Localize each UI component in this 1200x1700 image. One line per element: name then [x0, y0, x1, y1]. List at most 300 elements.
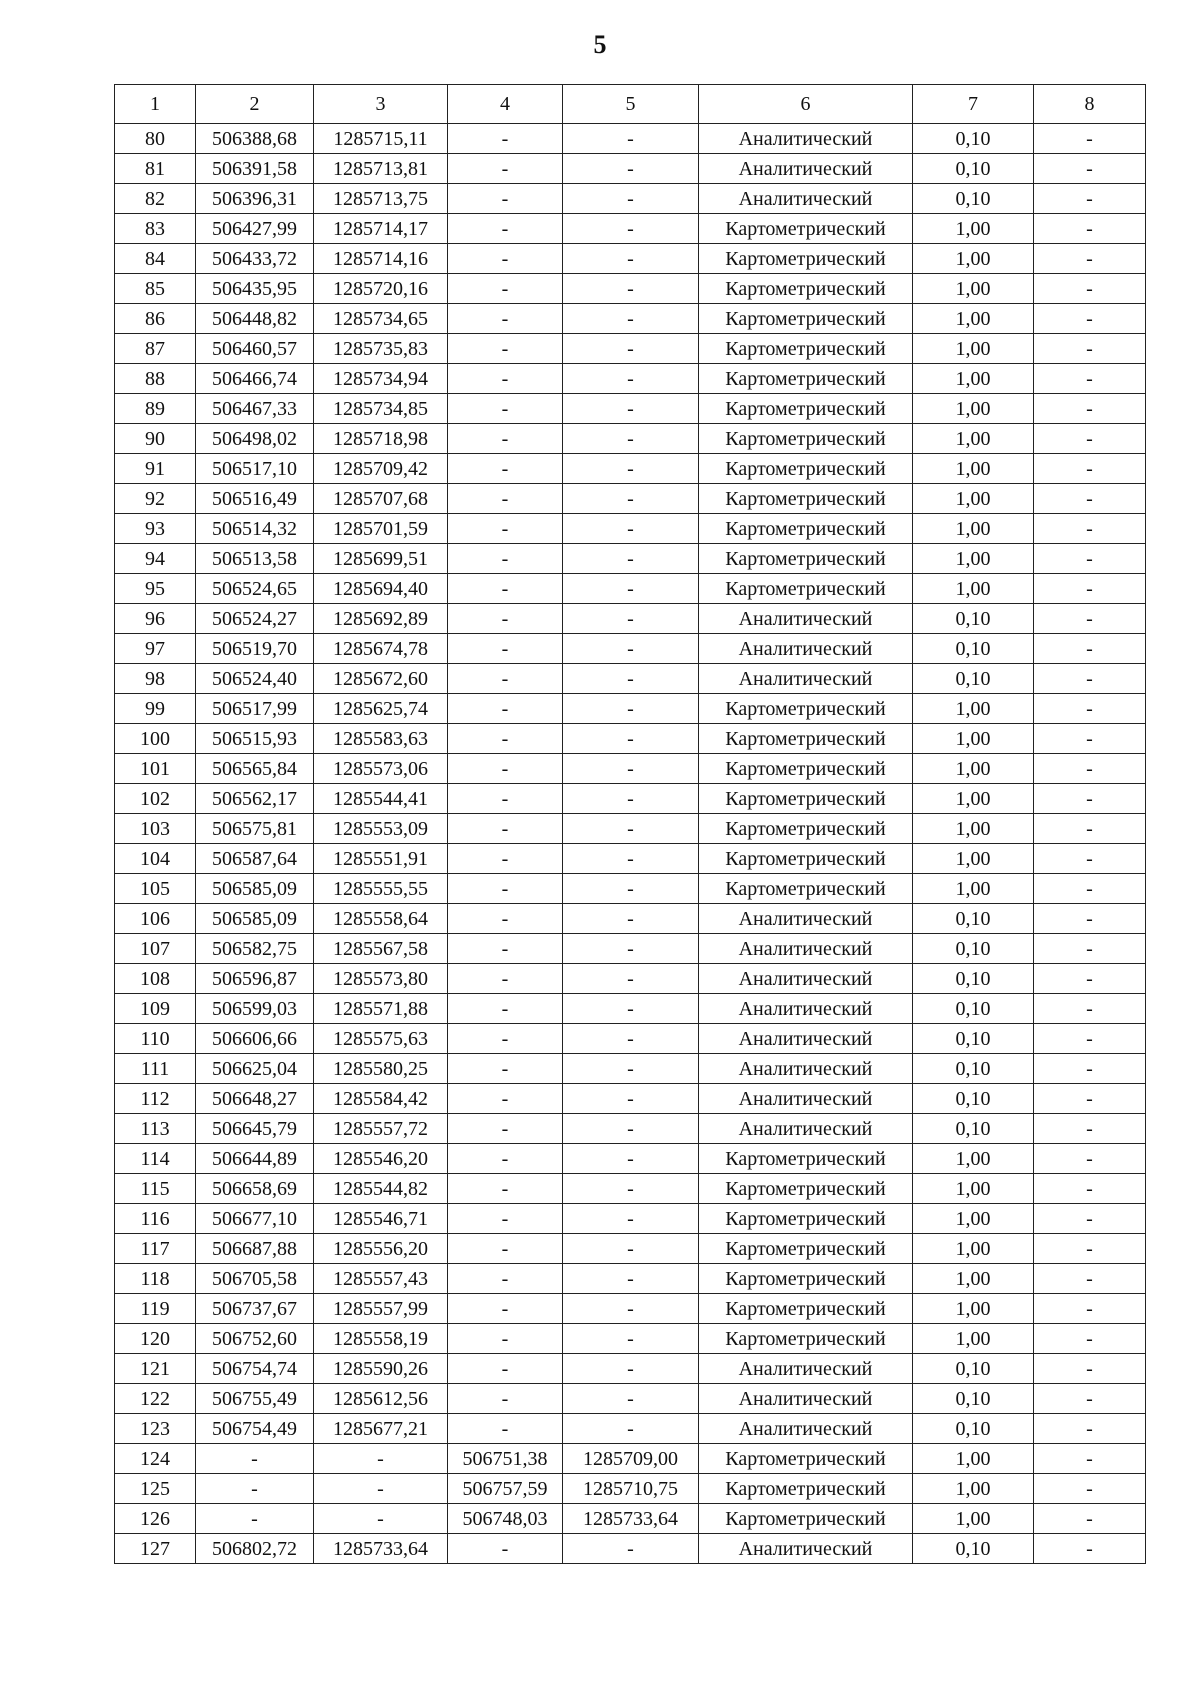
method-cell: Аналитический: [699, 1024, 913, 1054]
y-coordinate-alt-cell: -: [563, 814, 699, 844]
x-coordinate-cell: 506562,17: [196, 784, 314, 814]
x-coordinate-cell: 506648,27: [196, 1084, 314, 1114]
point-number-cell: 81: [115, 154, 196, 184]
x-coordinate-alt-cell: -: [448, 844, 563, 874]
y-coordinate-cell: 1285553,09: [314, 814, 448, 844]
note-cell: -: [1034, 244, 1146, 274]
method-cell: Аналитический: [699, 664, 913, 694]
note-cell: -: [1034, 994, 1146, 1024]
y-coordinate-alt-cell: -: [563, 1084, 699, 1114]
note-cell: -: [1034, 724, 1146, 754]
method-cell: Картометрический: [699, 1234, 913, 1264]
point-number-cell: 83: [115, 214, 196, 244]
x-coordinate-cell: 506433,72: [196, 244, 314, 274]
method-cell: Картометрический: [699, 874, 913, 904]
y-coordinate-alt-cell: -: [563, 634, 699, 664]
table-row: [115, 214, 1146, 244]
x-coordinate-alt-cell: -: [448, 304, 563, 334]
x-coordinate-cell: 506517,99: [196, 694, 314, 724]
note-cell: -: [1034, 454, 1146, 484]
table-row: [115, 1024, 1146, 1054]
method-cell: Картометрический: [699, 424, 913, 454]
point-number-cell: 95: [115, 574, 196, 604]
method-cell: Картометрический: [699, 544, 913, 574]
table-row: [115, 694, 1146, 724]
point-number-cell: 109: [115, 994, 196, 1024]
x-coordinate-cell: 506582,75: [196, 934, 314, 964]
y-coordinate-cell: 1285544,82: [314, 1174, 448, 1204]
y-coordinate-alt-cell: -: [563, 1204, 699, 1234]
note-cell: -: [1034, 1534, 1146, 1564]
point-number-cell: 80: [115, 124, 196, 154]
x-coordinate-alt-cell: -: [448, 874, 563, 904]
table-row: [115, 124, 1146, 154]
accuracy-cell: 0,10: [913, 1384, 1034, 1414]
table-row: [115, 844, 1146, 874]
point-number-cell: 89: [115, 394, 196, 424]
method-cell: Аналитический: [699, 1534, 913, 1564]
x-coordinate-cell: 506565,84: [196, 754, 314, 784]
y-coordinate-cell: 1285674,78: [314, 634, 448, 664]
y-coordinate-alt-cell: -: [563, 274, 699, 304]
accuracy-cell: 0,10: [913, 634, 1034, 664]
accuracy-cell: 1,00: [913, 274, 1034, 304]
y-coordinate-alt-cell: 1285710,75: [563, 1474, 699, 1504]
point-number-cell: 92: [115, 484, 196, 514]
x-coordinate-alt-cell: -: [448, 1354, 563, 1384]
note-cell: -: [1034, 1504, 1146, 1534]
x-coordinate-alt-cell: -: [448, 1294, 563, 1324]
x-coordinate-cell: 506658,69: [196, 1174, 314, 1204]
y-coordinate-cell: 1285557,43: [314, 1264, 448, 1294]
x-coordinate-alt-cell: 506757,59: [448, 1474, 563, 1504]
accuracy-cell: 1,00: [913, 1234, 1034, 1264]
point-number-cell: 113: [115, 1114, 196, 1144]
method-cell: Картометрический: [699, 394, 913, 424]
x-coordinate-cell: 506435,95: [196, 274, 314, 304]
x-coordinate-cell: 506599,03: [196, 994, 314, 1024]
accuracy-cell: 0,10: [913, 184, 1034, 214]
point-number-cell: 112: [115, 1084, 196, 1114]
accuracy-cell: 0,10: [913, 124, 1034, 154]
y-coordinate-cell: 1285714,16: [314, 244, 448, 274]
x-coordinate-alt-cell: -: [448, 784, 563, 814]
x-coordinate-cell: 506524,27: [196, 604, 314, 634]
method-cell: Аналитический: [699, 1414, 913, 1444]
x-coordinate-alt-cell: -: [448, 514, 563, 544]
point-number-cell: 100: [115, 724, 196, 754]
note-cell: -: [1034, 1294, 1146, 1324]
x-coordinate-alt-cell: -: [448, 664, 563, 694]
x-coordinate-cell: 506754,74: [196, 1354, 314, 1384]
x-coordinate-alt-cell: -: [448, 1264, 563, 1294]
accuracy-cell: 1,00: [913, 694, 1034, 724]
y-coordinate-cell: 1285558,64: [314, 904, 448, 934]
accuracy-cell: 1,00: [913, 754, 1034, 784]
note-cell: -: [1034, 814, 1146, 844]
x-coordinate-cell: 506587,64: [196, 844, 314, 874]
table-row: [115, 1324, 1146, 1354]
x-coordinate-cell: 506705,58: [196, 1264, 314, 1294]
y-coordinate-cell: 1285557,99: [314, 1294, 448, 1324]
note-cell: -: [1034, 664, 1146, 694]
y-coordinate-cell: 1285583,63: [314, 724, 448, 754]
accuracy-cell: 0,10: [913, 934, 1034, 964]
x-coordinate-alt-cell: -: [448, 1144, 563, 1174]
point-number-cell: 97: [115, 634, 196, 664]
point-number-cell: 120: [115, 1324, 196, 1354]
table-row: [115, 1234, 1146, 1264]
note-cell: -: [1034, 604, 1146, 634]
note-cell: -: [1034, 574, 1146, 604]
table-row: [115, 1114, 1146, 1144]
accuracy-cell: 0,10: [913, 1534, 1034, 1564]
y-coordinate-cell: 1285707,68: [314, 484, 448, 514]
x-coordinate-cell: -: [196, 1504, 314, 1534]
x-coordinate-cell: 506645,79: [196, 1114, 314, 1144]
table-row: [115, 1054, 1146, 1084]
table-row: [115, 1474, 1146, 1504]
y-coordinate-alt-cell: -: [563, 604, 699, 634]
y-coordinate-cell: 1285720,16: [314, 274, 448, 304]
coordinates-table: [114, 84, 1146, 1564]
note-cell: -: [1034, 364, 1146, 394]
accuracy-cell: 0,10: [913, 1114, 1034, 1144]
accuracy-cell: 1,00: [913, 1324, 1034, 1354]
y-coordinate-alt-cell: -: [563, 214, 699, 244]
table-row: [115, 484, 1146, 514]
table-row: [115, 604, 1146, 634]
note-cell: -: [1034, 934, 1146, 964]
accuracy-cell: 1,00: [913, 1474, 1034, 1504]
table-row: [115, 754, 1146, 784]
x-coordinate-alt-cell: -: [448, 964, 563, 994]
method-cell: Картометрический: [699, 694, 913, 724]
y-coordinate-alt-cell: 1285709,00: [563, 1444, 699, 1474]
y-coordinate-alt-cell: -: [563, 304, 699, 334]
x-coordinate-alt-cell: 506748,03: [448, 1504, 563, 1534]
method-cell: Картометрический: [699, 514, 913, 544]
table-row: [115, 1144, 1146, 1174]
y-coordinate-alt-cell: -: [563, 394, 699, 424]
y-coordinate-alt-cell: -: [563, 754, 699, 784]
x-coordinate-cell: 506515,93: [196, 724, 314, 754]
x-coordinate-cell: 506516,49: [196, 484, 314, 514]
y-coordinate-cell: 1285584,42: [314, 1084, 448, 1114]
method-cell: Картометрический: [699, 844, 913, 874]
x-coordinate-cell: 506391,58: [196, 154, 314, 184]
method-cell: Аналитический: [699, 904, 913, 934]
table-row: [115, 904, 1146, 934]
x-coordinate-cell: 506427,99: [196, 214, 314, 244]
y-coordinate-cell: 1285557,72: [314, 1114, 448, 1144]
table-row: [115, 1384, 1146, 1414]
table-row: [115, 1264, 1146, 1294]
y-coordinate-cell: 1285573,80: [314, 964, 448, 994]
method-cell: Аналитический: [699, 154, 913, 184]
method-cell: Картометрический: [699, 484, 913, 514]
method-cell: Аналитический: [699, 184, 913, 214]
header-cell-col-6: 6: [699, 85, 913, 124]
accuracy-cell: 1,00: [913, 424, 1034, 454]
x-coordinate-alt-cell: -: [448, 1084, 563, 1114]
y-coordinate-alt-cell: -: [563, 244, 699, 274]
method-cell: Аналитический: [699, 1084, 913, 1114]
table-row: [115, 1294, 1146, 1324]
note-cell: -: [1034, 1174, 1146, 1204]
x-coordinate-cell: 506448,82: [196, 304, 314, 334]
point-number-cell: 116: [115, 1204, 196, 1234]
x-coordinate-alt-cell: -: [448, 724, 563, 754]
point-number-cell: 124: [115, 1444, 196, 1474]
y-coordinate-alt-cell: -: [563, 964, 699, 994]
method-cell: Аналитический: [699, 1114, 913, 1144]
accuracy-cell: 0,10: [913, 1414, 1034, 1444]
x-coordinate-cell: 506737,67: [196, 1294, 314, 1324]
y-coordinate-alt-cell: -: [563, 544, 699, 574]
y-coordinate-cell: 1285544,41: [314, 784, 448, 814]
x-coordinate-cell: 506517,10: [196, 454, 314, 484]
method-cell: Картометрический: [699, 214, 913, 244]
x-coordinate-alt-cell: -: [448, 334, 563, 364]
note-cell: -: [1034, 844, 1146, 874]
x-coordinate-cell: 506519,70: [196, 634, 314, 664]
point-number-cell: 93: [115, 514, 196, 544]
method-cell: Картометрический: [699, 1204, 913, 1234]
point-number-cell: 117: [115, 1234, 196, 1264]
y-coordinate-alt-cell: -: [563, 934, 699, 964]
x-coordinate-alt-cell: -: [448, 604, 563, 634]
x-coordinate-cell: 506575,81: [196, 814, 314, 844]
table-row: [115, 1444, 1146, 1474]
point-number-cell: 91: [115, 454, 196, 484]
accuracy-cell: 0,10: [913, 1084, 1034, 1114]
point-number-cell: 119: [115, 1294, 196, 1324]
y-coordinate-alt-cell: -: [563, 1384, 699, 1414]
x-coordinate-alt-cell: -: [448, 1114, 563, 1144]
x-coordinate-cell: 506644,89: [196, 1144, 314, 1174]
note-cell: -: [1034, 634, 1146, 664]
x-coordinate-alt-cell: -: [448, 1414, 563, 1444]
accuracy-cell: 1,00: [913, 304, 1034, 334]
y-coordinate-alt-cell: -: [563, 1414, 699, 1444]
y-coordinate-alt-cell: 1285733,64: [563, 1504, 699, 1534]
y-coordinate-cell: 1285551,91: [314, 844, 448, 874]
accuracy-cell: 1,00: [913, 244, 1034, 274]
accuracy-cell: 1,00: [913, 364, 1034, 394]
x-coordinate-cell: 506513,58: [196, 544, 314, 574]
table-row: [115, 1504, 1146, 1534]
y-coordinate-cell: 1285672,60: [314, 664, 448, 694]
x-coordinate-alt-cell: -: [448, 694, 563, 724]
table-row: [115, 394, 1146, 424]
method-cell: Картометрический: [699, 574, 913, 604]
y-coordinate-alt-cell: -: [563, 1324, 699, 1354]
y-coordinate-alt-cell: -: [563, 1114, 699, 1144]
table-row: [115, 634, 1146, 664]
y-coordinate-cell: 1285546,20: [314, 1144, 448, 1174]
table-body: [115, 124, 1146, 1564]
table-row: [115, 574, 1146, 604]
y-coordinate-cell: 1285567,58: [314, 934, 448, 964]
table-row: [115, 964, 1146, 994]
x-coordinate-cell: 506606,66: [196, 1024, 314, 1054]
method-cell: Картометрический: [699, 1324, 913, 1354]
header-cell-col-2: 2: [196, 85, 314, 124]
x-coordinate-alt-cell: -: [448, 364, 563, 394]
table-row: [115, 454, 1146, 484]
y-coordinate-alt-cell: -: [563, 1144, 699, 1174]
table-row: [115, 1414, 1146, 1444]
table-row: [115, 1174, 1146, 1204]
x-coordinate-alt-cell: -: [448, 1384, 563, 1414]
point-number-cell: 111: [115, 1054, 196, 1084]
point-number-cell: 105: [115, 874, 196, 904]
point-number-cell: 106: [115, 904, 196, 934]
point-number-cell: 98: [115, 664, 196, 694]
x-coordinate-alt-cell: -: [448, 274, 563, 304]
y-coordinate-alt-cell: -: [563, 874, 699, 904]
accuracy-cell: 1,00: [913, 514, 1034, 544]
x-coordinate-alt-cell: -: [448, 574, 563, 604]
x-coordinate-alt-cell: -: [448, 184, 563, 214]
method-cell: Картометрический: [699, 754, 913, 784]
x-coordinate-cell: 506466,74: [196, 364, 314, 394]
note-cell: -: [1034, 1264, 1146, 1294]
x-coordinate-cell: 506596,87: [196, 964, 314, 994]
y-coordinate-cell: 1285715,11: [314, 124, 448, 154]
y-coordinate-cell: 1285699,51: [314, 544, 448, 574]
x-coordinate-cell: 506498,02: [196, 424, 314, 454]
x-coordinate-alt-cell: -: [448, 544, 563, 574]
note-cell: -: [1034, 1444, 1146, 1474]
note-cell: -: [1034, 1114, 1146, 1144]
method-cell: Картометрический: [699, 274, 913, 304]
point-number-cell: 114: [115, 1144, 196, 1174]
accuracy-cell: 1,00: [913, 544, 1034, 574]
accuracy-cell: 1,00: [913, 1264, 1034, 1294]
table-row: [115, 784, 1146, 814]
y-coordinate-cell: 1285573,06: [314, 754, 448, 784]
note-cell: -: [1034, 304, 1146, 334]
accuracy-cell: 1,00: [913, 454, 1034, 484]
y-coordinate-alt-cell: -: [563, 1354, 699, 1384]
accuracy-cell: 1,00: [913, 1174, 1034, 1204]
accuracy-cell: 0,10: [913, 1054, 1034, 1084]
y-coordinate-alt-cell: -: [563, 454, 699, 484]
method-cell: Картометрический: [699, 724, 913, 754]
page-number: 5: [593, 30, 607, 59]
y-coordinate-alt-cell: -: [563, 724, 699, 754]
note-cell: -: [1034, 334, 1146, 364]
accuracy-cell: 0,10: [913, 1354, 1034, 1384]
x-coordinate-cell: 506585,09: [196, 874, 314, 904]
method-cell: Картометрический: [699, 304, 913, 334]
x-coordinate-alt-cell: -: [448, 1024, 563, 1054]
accuracy-cell: 1,00: [913, 1204, 1034, 1234]
y-coordinate-alt-cell: -: [563, 334, 699, 364]
header-cell-col-4: 4: [448, 85, 563, 124]
method-cell: Картометрический: [699, 814, 913, 844]
y-coordinate-alt-cell: -: [563, 664, 699, 694]
note-cell: -: [1034, 1474, 1146, 1504]
table-row: [115, 724, 1146, 754]
accuracy-cell: 0,10: [913, 664, 1034, 694]
note-cell: -: [1034, 1054, 1146, 1084]
y-coordinate-cell: 1285556,20: [314, 1234, 448, 1264]
table-row: [115, 994, 1146, 1024]
x-coordinate-alt-cell: -: [448, 1054, 563, 1084]
table-row: [115, 364, 1146, 394]
method-cell: Картометрический: [699, 1144, 913, 1174]
table-row: [115, 1354, 1146, 1384]
y-coordinate-cell: 1285701,59: [314, 514, 448, 544]
note-cell: -: [1034, 1324, 1146, 1354]
point-number-cell: 84: [115, 244, 196, 274]
x-coordinate-cell: 506625,04: [196, 1054, 314, 1084]
y-coordinate-alt-cell: -: [563, 154, 699, 184]
point-number-cell: 115: [115, 1174, 196, 1204]
x-coordinate-cell: 506802,72: [196, 1534, 314, 1564]
x-coordinate-cell: 506396,31: [196, 184, 314, 214]
header-cell-col-1: 1: [115, 85, 196, 124]
y-coordinate-alt-cell: -: [563, 1234, 699, 1264]
note-cell: -: [1034, 904, 1146, 934]
note-cell: -: [1034, 214, 1146, 244]
point-number-cell: 85: [115, 274, 196, 304]
x-coordinate-alt-cell: -: [448, 454, 563, 484]
point-number-cell: 96: [115, 604, 196, 634]
point-number-cell: 104: [115, 844, 196, 874]
note-cell: -: [1034, 874, 1146, 904]
table-row: [115, 544, 1146, 574]
x-coordinate-alt-cell: -: [448, 1324, 563, 1354]
x-coordinate-cell: 506524,65: [196, 574, 314, 604]
y-coordinate-cell: -: [314, 1504, 448, 1534]
method-cell: Аналитический: [699, 1354, 913, 1384]
y-coordinate-alt-cell: -: [563, 574, 699, 604]
header-cell-col-8: 8: [1034, 85, 1146, 124]
y-coordinate-alt-cell: -: [563, 844, 699, 874]
accuracy-cell: 0,10: [913, 1024, 1034, 1054]
table-header-row: [115, 85, 1146, 124]
point-number-cell: 88: [115, 364, 196, 394]
x-coordinate-cell: 506585,09: [196, 904, 314, 934]
note-cell: -: [1034, 1204, 1146, 1234]
y-coordinate-alt-cell: -: [563, 1534, 699, 1564]
y-coordinate-alt-cell: -: [563, 1174, 699, 1204]
note-cell: -: [1034, 784, 1146, 814]
table-row: [115, 1084, 1146, 1114]
table-row: [115, 334, 1146, 364]
x-coordinate-cell: 506755,49: [196, 1384, 314, 1414]
header-cell-col-5: 5: [563, 85, 699, 124]
y-coordinate-cell: 1285677,21: [314, 1414, 448, 1444]
x-coordinate-alt-cell: -: [448, 214, 563, 244]
y-coordinate-alt-cell: -: [563, 424, 699, 454]
x-coordinate-alt-cell: -: [448, 1234, 563, 1264]
accuracy-cell: 1,00: [913, 1294, 1034, 1324]
accuracy-cell: 0,10: [913, 904, 1034, 934]
x-coordinate-alt-cell: -: [448, 904, 563, 934]
point-number-cell: 122: [115, 1384, 196, 1414]
accuracy-cell: 1,00: [913, 784, 1034, 814]
table-row: [115, 244, 1146, 274]
method-cell: Аналитический: [699, 1384, 913, 1414]
x-coordinate-alt-cell: -: [448, 1204, 563, 1234]
y-coordinate-cell: 1285734,85: [314, 394, 448, 424]
table-row: [115, 814, 1146, 844]
